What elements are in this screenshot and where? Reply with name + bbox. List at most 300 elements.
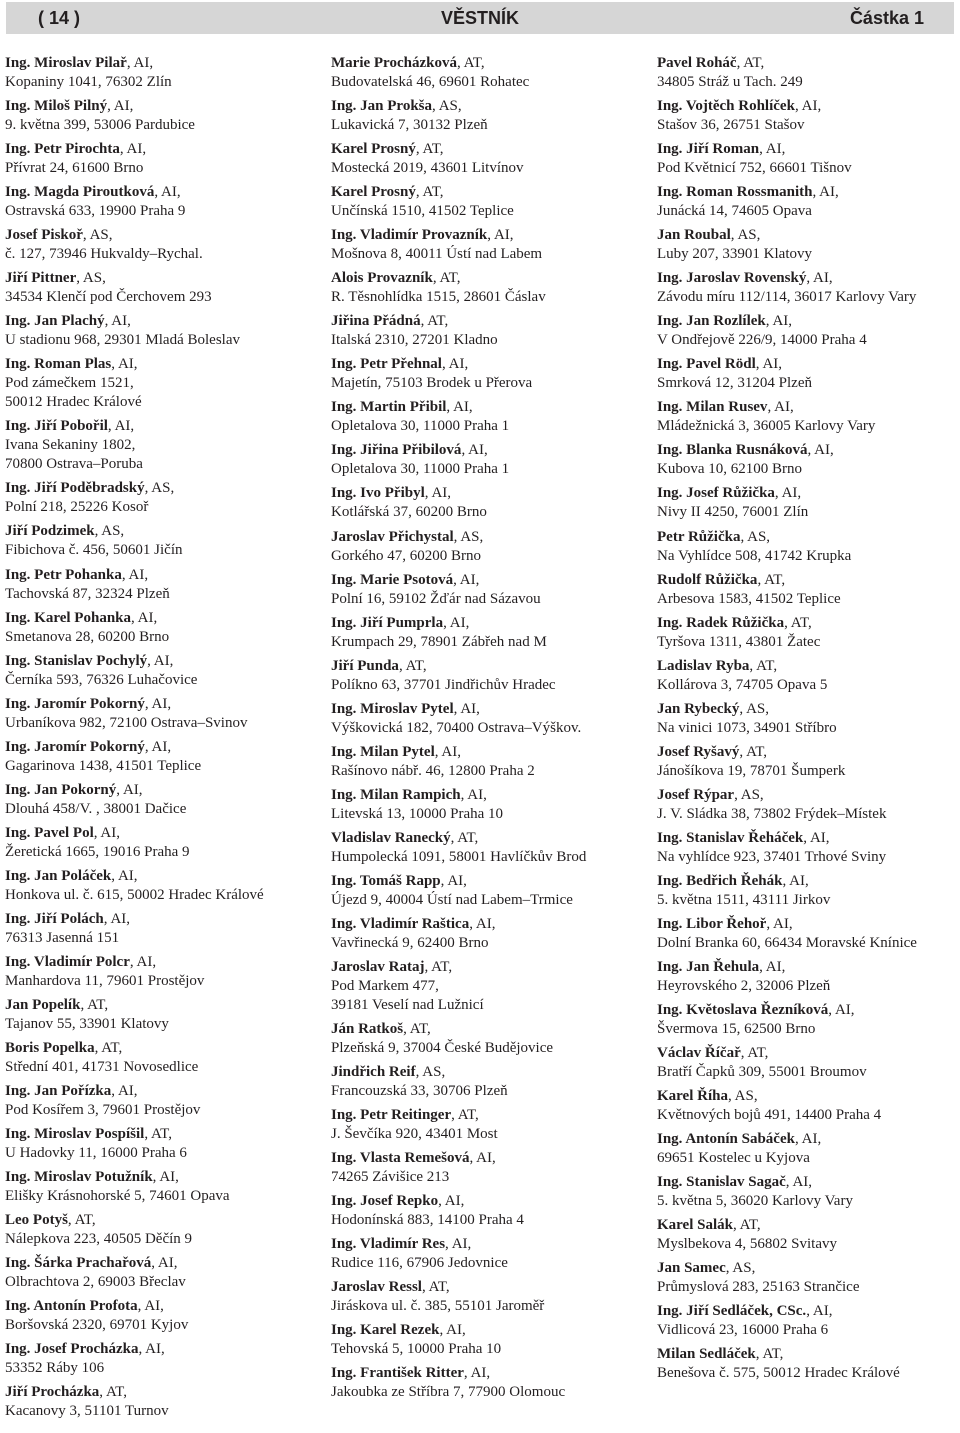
member-name: Ján Ratkoš: [331, 1021, 404, 1038]
member-address: 34805 Stráž u Tach. 249: [657, 74, 803, 90]
member-title: , AT,: [451, 1107, 479, 1124]
member-name-line: [5, 183, 315, 202]
member-address: Fibichova č. 456, 50601 Jičín: [5, 542, 183, 559]
member-name: Ing. Stanislav Řeháček: [657, 829, 804, 846]
list-item: [657, 484, 957, 522]
member-name: Karel Říha: [657, 1088, 728, 1105]
member-name-line: [657, 1302, 957, 1321]
member-name: Ing. Stanislav Pochylý: [5, 652, 148, 669]
member-address: Pod zámečkem 1521,: [5, 375, 134, 392]
member-name-line: [331, 1235, 641, 1254]
member-address: Mostecká 2019, 43601 Litvínov: [331, 160, 524, 177]
member-address: V Ondřejově 226/9, 14000 Praha 4: [657, 332, 867, 349]
member-name: Jiřina Přádná: [331, 313, 421, 330]
member-name: Vladislav Ranecký: [331, 829, 451, 846]
member-name: Jiří Punda: [331, 657, 399, 674]
member-title: , AI,: [440, 872, 467, 889]
member-address: Průmyslová 283, 25163 Strančice: [657, 1279, 860, 1296]
list-item: [331, 1192, 641, 1230]
member-address: 76313 Jasenná 151: [5, 929, 120, 946]
list-item: [331, 786, 641, 824]
member-name-line: [331, 614, 641, 633]
member-name-line: [5, 652, 315, 671]
member-address: Polní 16, 59102 Žďár nad Sázavou: [331, 590, 541, 607]
member-address: 74265 Závišice 213: [331, 1169, 450, 1186]
member-address: Litevská 13, 10000 Praha 10: [331, 805, 504, 822]
member-name: Alois Provazník: [331, 270, 433, 287]
member-name: Ing. Jiří Roman: [657, 141, 760, 158]
member-name-line: [331, 269, 641, 288]
member-title: , AI,: [487, 227, 514, 244]
list-item: [5, 1211, 315, 1249]
list-item: [331, 1063, 641, 1101]
member-name: Ing. Vojtěch Rohlíček: [657, 98, 795, 115]
list-item: [331, 872, 641, 910]
member-name: Ing. Libor Řehoř: [657, 915, 767, 932]
member-title: , AI,: [759, 141, 786, 158]
member-name-line: [5, 910, 315, 929]
member-address: 39181 Veselí nad Lužnicí: [331, 996, 484, 1013]
list-item: [5, 910, 315, 948]
list-item: [657, 1087, 957, 1125]
list-item: [5, 1168, 315, 1206]
member-name-line: [331, 1192, 641, 1211]
member-title: , AI,: [147, 652, 174, 669]
member-name-line: [331, 829, 641, 848]
member-name: Ing. Vladimír Polcr: [5, 953, 130, 970]
member-name: Ing. Petr Přehnal: [331, 356, 442, 373]
member-name-line: [331, 1278, 641, 1297]
member-title: , AI,: [144, 695, 172, 712]
member-title: , AI,: [441, 356, 469, 373]
member-name: Ing. Jiří Pobořil: [5, 418, 108, 435]
member-name-line: [5, 1254, 315, 1273]
member-name-line: [5, 140, 315, 159]
member-name-line: [5, 417, 315, 436]
member-address: Nivy II 4250, 76001 Zlín: [657, 504, 809, 521]
list-item: [5, 1125, 315, 1163]
member-address: Tachovská 87, 32324 Plzeň: [5, 585, 170, 602]
member-name: Ing. Radek Růžička: [657, 614, 785, 631]
member-name: Ing. Jan Plachý: [5, 313, 105, 330]
member-address: Krumpach 29, 78901 Zábřeh nad M: [331, 633, 547, 650]
member-title: , AT,: [67, 1212, 96, 1229]
member-name-line: [331, 1063, 641, 1082]
member-name-line: [331, 441, 641, 460]
member-name: Ing. Vladimír Res: [331, 1236, 446, 1253]
member-title: , AI,: [445, 1236, 472, 1253]
list-item: [331, 1364, 641, 1402]
member-title: , AI,: [111, 1083, 138, 1100]
issue-number: Částka 1: [849, 8, 924, 28]
member-name: Jan Roubal: [657, 227, 731, 244]
member-title: , AT,: [739, 743, 768, 760]
member-name: Ing. Roman Plas: [5, 356, 112, 373]
member-title: , AI,: [152, 1169, 179, 1186]
member-name-line: [657, 700, 957, 719]
member-address: Ostravská 633, 19900 Praha 9: [5, 203, 186, 220]
list-item: [331, 97, 641, 135]
member-name: Josef Ryšavý: [657, 743, 740, 760]
member-name-line: [657, 528, 957, 547]
member-name: Ing. Ivo Přibyl: [331, 485, 425, 502]
member-title: , AT,: [403, 1021, 431, 1038]
member-name-line: [5, 781, 315, 800]
list-item: [331, 484, 641, 522]
member-name-line: [657, 571, 957, 590]
member-name: Ing. Jaromír Pokorný: [5, 695, 145, 712]
member-name-line: [5, 1168, 315, 1187]
member-title: , AT,: [456, 55, 485, 71]
member-name: Ing. Jan Pokorný: [5, 781, 117, 798]
list-item: [331, 183, 641, 221]
member-name: Karel Prosný: [331, 141, 416, 158]
column-3: [657, 54, 957, 1388]
member-title: , AI,: [453, 700, 480, 717]
member-address: Žeretická 1665, 19016 Praha 9: [5, 843, 190, 860]
member-title: , AI,: [806, 270, 833, 287]
list-item: [657, 312, 957, 350]
member-name: Josef Piskoř: [5, 227, 83, 244]
member-name-line: [657, 484, 957, 503]
list-item: [657, 54, 957, 92]
member-address: Ivana Sekaniny 1802,: [5, 437, 136, 454]
member-title: , AI,: [461, 442, 488, 459]
member-title: , AI,: [766, 915, 793, 932]
member-name: Milan Sedláček: [657, 1346, 756, 1363]
list-item: [657, 355, 957, 393]
member-address: Junácká 14, 74605 Opava: [657, 203, 812, 220]
member-address: Gorkého 47, 60200 Brno: [331, 547, 481, 564]
member-name-line: [331, 571, 641, 590]
member-address: č. 127, 73946 Hukvaldy–Rychal.: [5, 246, 203, 263]
member-title: , AT,: [144, 1126, 172, 1143]
member-name: Jiří Pittner: [5, 270, 77, 287]
list-item: [331, 312, 641, 350]
member-title: , AI,: [144, 738, 172, 755]
member-address: Jakoubka ze Stříbra 7, 77900 Olomouc: [331, 1384, 566, 1401]
member-name-line: [657, 743, 957, 762]
member-name-line: [331, 1321, 641, 1340]
member-address: Majetín, 75103 Brodek u Přerova: [331, 375, 533, 392]
list-item: [331, 355, 641, 393]
member-title: , AI,: [759, 958, 786, 975]
member-name: Ing. Tomáš Rapp: [331, 872, 441, 889]
member-name: Ing. Bedřich Řehák: [657, 872, 783, 889]
member-name: Jan Popelík: [5, 996, 81, 1013]
list-item: [657, 1259, 957, 1297]
member-name: Ing. Jan Poláček: [5, 867, 112, 884]
member-title: , AI,: [129, 953, 157, 970]
list-item: [657, 1173, 957, 1211]
member-address: Bratří Čapků 309, 55001 Broumov: [657, 1064, 867, 1081]
member-name-line: [331, 700, 641, 719]
member-name: Ing. Petr Pirochta: [5, 141, 120, 158]
member-address: Lukavická 7, 30132 Plzeň: [331, 117, 488, 134]
member-title: , AI,: [107, 98, 134, 115]
page-number: ( 14 ): [38, 8, 81, 28]
member-name-line: [657, 614, 957, 633]
list-item: [5, 1383, 315, 1421]
member-name: Ing. Karel Pohanka: [5, 609, 131, 626]
member-name-line: [5, 1211, 315, 1230]
list-item: [657, 1216, 957, 1254]
member-address: J. Ševčíka 920, 43401 Most: [331, 1126, 498, 1143]
list-item: [331, 1235, 641, 1273]
list-item: [5, 652, 315, 690]
column-2: [331, 54, 641, 1407]
list-item: [331, 528, 641, 566]
member-name: Ing. Miroslav Pilař: [5, 55, 127, 71]
member-address: 5. května 5, 36020 Karlovy Vary: [657, 1193, 853, 1210]
member-title: , AI,: [782, 872, 809, 889]
list-item: [657, 1001, 957, 1039]
member-title: , AI,: [463, 1365, 491, 1382]
member-name: Ing. Květoslava Řezníková: [657, 1002, 829, 1019]
list-item: [657, 528, 957, 566]
member-name-line: [657, 1259, 957, 1278]
member-title: , AI,: [767, 399, 794, 416]
member-name: Leo Potyš: [5, 1212, 68, 1229]
member-name: Ing. Jiří Polách: [5, 910, 104, 927]
member-title: , AI,: [137, 1298, 164, 1315]
member-name: Ing. František Ritter: [331, 1365, 464, 1382]
member-title: , AI,: [469, 1150, 496, 1167]
member-address: Urbaníkova 982, 72100 Ostrava–Svinov: [5, 714, 248, 731]
member-title: , AI,: [439, 1322, 466, 1339]
member-title: , AI,: [126, 55, 154, 71]
member-title: , AT,: [398, 657, 427, 674]
member-name: Jiří Procházka: [5, 1384, 100, 1401]
member-address: Políkno 63, 37701 Jindřichův Hradec: [331, 676, 556, 693]
member-name-line: [657, 657, 957, 676]
member-name-line: [5, 867, 315, 886]
member-address: Výškovická 182, 70400 Ostrava–Výškov.: [331, 719, 582, 736]
member-name-line: [657, 269, 957, 288]
member-name-line: [5, 97, 315, 116]
member-title: , AT,: [415, 141, 444, 158]
member-title: , AS,: [730, 227, 761, 244]
member-name: Ing. Šárka Prachařová: [5, 1255, 152, 1272]
member-title: , AI,: [151, 1255, 178, 1272]
member-name: Petr Růžička: [657, 528, 741, 545]
member-title: , AI,: [111, 356, 138, 373]
member-title: , AS,: [82, 227, 113, 244]
list-item: [5, 781, 315, 819]
member-name: Ing. Josef Procházka: [5, 1341, 139, 1358]
member-title: , AT,: [80, 996, 109, 1013]
list-item: [657, 915, 957, 953]
member-address: Vavřinecká 9, 62400 Brno: [331, 934, 489, 951]
list-item: [331, 958, 641, 1015]
member-title: , AT,: [755, 1346, 784, 1363]
list-item: [5, 953, 315, 991]
member-address: Opletalova 30, 11000 Praha 1: [331, 418, 510, 435]
member-title: , AS,: [739, 700, 770, 717]
member-name-line: [331, 528, 641, 547]
member-name-line: [5, 269, 315, 288]
member-title: , AS,: [432, 98, 462, 115]
list-item: [657, 700, 957, 738]
list-item: [657, 398, 957, 436]
list-item: [5, 1297, 315, 1335]
member-address: Vidlicová 23, 16000 Praha 6: [657, 1322, 829, 1339]
member-name-line: [657, 1173, 957, 1192]
member-name-line: [331, 743, 641, 762]
list-item: [5, 1254, 315, 1292]
member-name: Ing. Miroslav Pospíšil: [5, 1126, 145, 1143]
member-name-line: [331, 226, 641, 245]
member-address: U stadionu 968, 29301 Mladá Boleslav: [5, 332, 240, 349]
member-title: , AT,: [749, 657, 778, 674]
member-name: Ing. Miroslav Pytel: [331, 700, 454, 717]
member-name-line: [657, 183, 957, 202]
list-item: [5, 226, 315, 264]
list-item: [5, 1039, 315, 1077]
member-name: Ing. Pavel Pol: [5, 824, 94, 841]
member-title: , AI,: [93, 824, 120, 841]
member-title: , AI,: [111, 867, 138, 884]
member-name: Ing. Vladimír Provazník: [331, 227, 488, 244]
list-item: [5, 312, 315, 350]
member-name-line: [331, 1149, 641, 1168]
list-item: [331, 226, 641, 264]
member-address: 5. května 1511, 43111 Jirkov: [657, 891, 831, 908]
member-name-line: [331, 183, 641, 202]
member-title: , AI,: [107, 418, 135, 435]
member-title: , AI,: [121, 566, 149, 583]
member-name-line: [657, 1087, 957, 1106]
member-address: Nálepkova 223, 40505 Děčín 9: [5, 1231, 193, 1248]
list-item: [657, 97, 957, 135]
member-name: Josef Rýpar: [657, 786, 735, 803]
list-item: [5, 1340, 315, 1378]
member-name: Karel Prosný: [331, 184, 416, 201]
member-title: , AS,: [94, 523, 125, 540]
list-item: [5, 1082, 315, 1120]
member-address: Polní 218, 25226 Kosoř: [5, 499, 149, 516]
member-name: Ing. Karel Rezek: [331, 1322, 440, 1339]
list-item: [657, 1302, 957, 1340]
member-address: Pod Markem 477,: [331, 977, 439, 994]
member-title: , AT,: [450, 829, 479, 846]
member-name: Jaroslav Ressl: [331, 1279, 422, 1296]
member-title: , AS,: [415, 1064, 446, 1081]
member-name-line: [5, 824, 315, 843]
member-title: , AI,: [424, 485, 452, 502]
member-name: Ing. Martin Přibil: [331, 399, 447, 416]
member-address: Černíka 593, 76326 Luhačovice: [5, 671, 198, 688]
member-name: Karel Salák: [657, 1217, 733, 1234]
list-item: [331, 1278, 641, 1316]
list-item: [331, 700, 641, 738]
member-title: , AI,: [807, 442, 834, 459]
member-address: 34534 Klenčí pod Čerchovem 293: [5, 289, 212, 306]
member-title: , AI,: [131, 609, 158, 626]
list-item: [331, 571, 641, 609]
member-name-line: [331, 484, 641, 503]
list-item: [331, 1106, 641, 1144]
list-item: [5, 183, 315, 221]
list-item: [331, 140, 641, 178]
member-address: 53352 Ráby 106: [5, 1360, 105, 1377]
member-name-line: [657, 915, 957, 934]
member-title: , AI,: [765, 313, 793, 330]
member-title: , AI,: [812, 184, 839, 201]
member-address: Střední 401, 41731 Novosedlice: [5, 1059, 199, 1076]
list-item: [5, 97, 315, 135]
list-item: [657, 1044, 957, 1082]
member-name-line: [331, 54, 641, 73]
member-name: Ing. Jan Pořízka: [5, 1083, 112, 1100]
member-title: , AI,: [138, 1341, 165, 1358]
member-name: Pavel Roháč: [657, 55, 737, 71]
member-address: U Hadovky 11, 16000 Praha 6: [5, 1145, 187, 1162]
member-address: Arbesova 1583, 41502 Teplice: [657, 590, 841, 607]
member-name-line: [657, 97, 957, 116]
list-item: [657, 829, 957, 867]
member-address: Budovatelská 46, 69601 Rohatec: [331, 74, 530, 90]
member-name-line: [657, 786, 957, 805]
member-title: , AI,: [785, 1174, 813, 1191]
member-name-line: [657, 1001, 957, 1020]
list-item: [657, 786, 957, 824]
member-address: Na vyhlídce 923, 37401 Trhové Sviny: [657, 848, 887, 865]
list-item: [331, 398, 641, 436]
member-name: Ing. Blanka Rusnáková: [657, 442, 808, 459]
member-title: , AI,: [119, 141, 147, 158]
member-address: 70800 Ostrava–Poruba: [5, 456, 143, 473]
list-item: [5, 867, 315, 905]
member-name-line: [331, 140, 641, 159]
list-item: [657, 958, 957, 996]
member-title: , AS,: [725, 1260, 756, 1277]
list-item: [5, 996, 315, 1034]
member-title: , AT,: [421, 1279, 450, 1296]
list-item: [5, 522, 315, 560]
member-name: Ing. Josef Růžička: [657, 485, 775, 502]
member-name-line: [657, 355, 957, 374]
member-address: Květnových bojů 491, 14400 Praha 4: [657, 1107, 882, 1124]
member-title: , AT,: [784, 614, 812, 631]
member-title: , AI,: [460, 786, 487, 803]
member-name: Ing. Miroslav Potužník: [5, 1169, 153, 1186]
list-item: [5, 695, 315, 733]
member-title: , AT,: [99, 1384, 127, 1401]
member-title: , AS,: [76, 270, 106, 287]
member-name-line: [5, 738, 315, 757]
member-name: Boris Popelka: [5, 1040, 95, 1057]
list-item: [657, 614, 957, 652]
member-title: , AT,: [736, 55, 765, 71]
member-name-line: [5, 226, 315, 245]
list-item: [331, 829, 641, 867]
member-name: Ing. Milan Rampich: [331, 786, 461, 803]
member-name-line: [331, 1020, 641, 1039]
member-name-line: [331, 97, 641, 116]
list-item: [5, 566, 315, 604]
member-title: , AS,: [740, 528, 771, 545]
member-title: , AI,: [774, 485, 802, 502]
member-title: , AT,: [420, 313, 449, 330]
member-address: Pod Kosířem 3, 79601 Prostějov: [5, 1102, 201, 1119]
member-address: Přívrat 24, 61600 Brno: [5, 160, 144, 177]
member-name-line: [657, 226, 957, 245]
member-address: 9. května 399, 53006 Pardubice: [5, 117, 195, 134]
member-title: , AI,: [828, 1002, 855, 1019]
member-address: Rašínovo nábř. 46, 12800 Praha 2: [331, 762, 535, 779]
member-name-line: [331, 657, 641, 676]
